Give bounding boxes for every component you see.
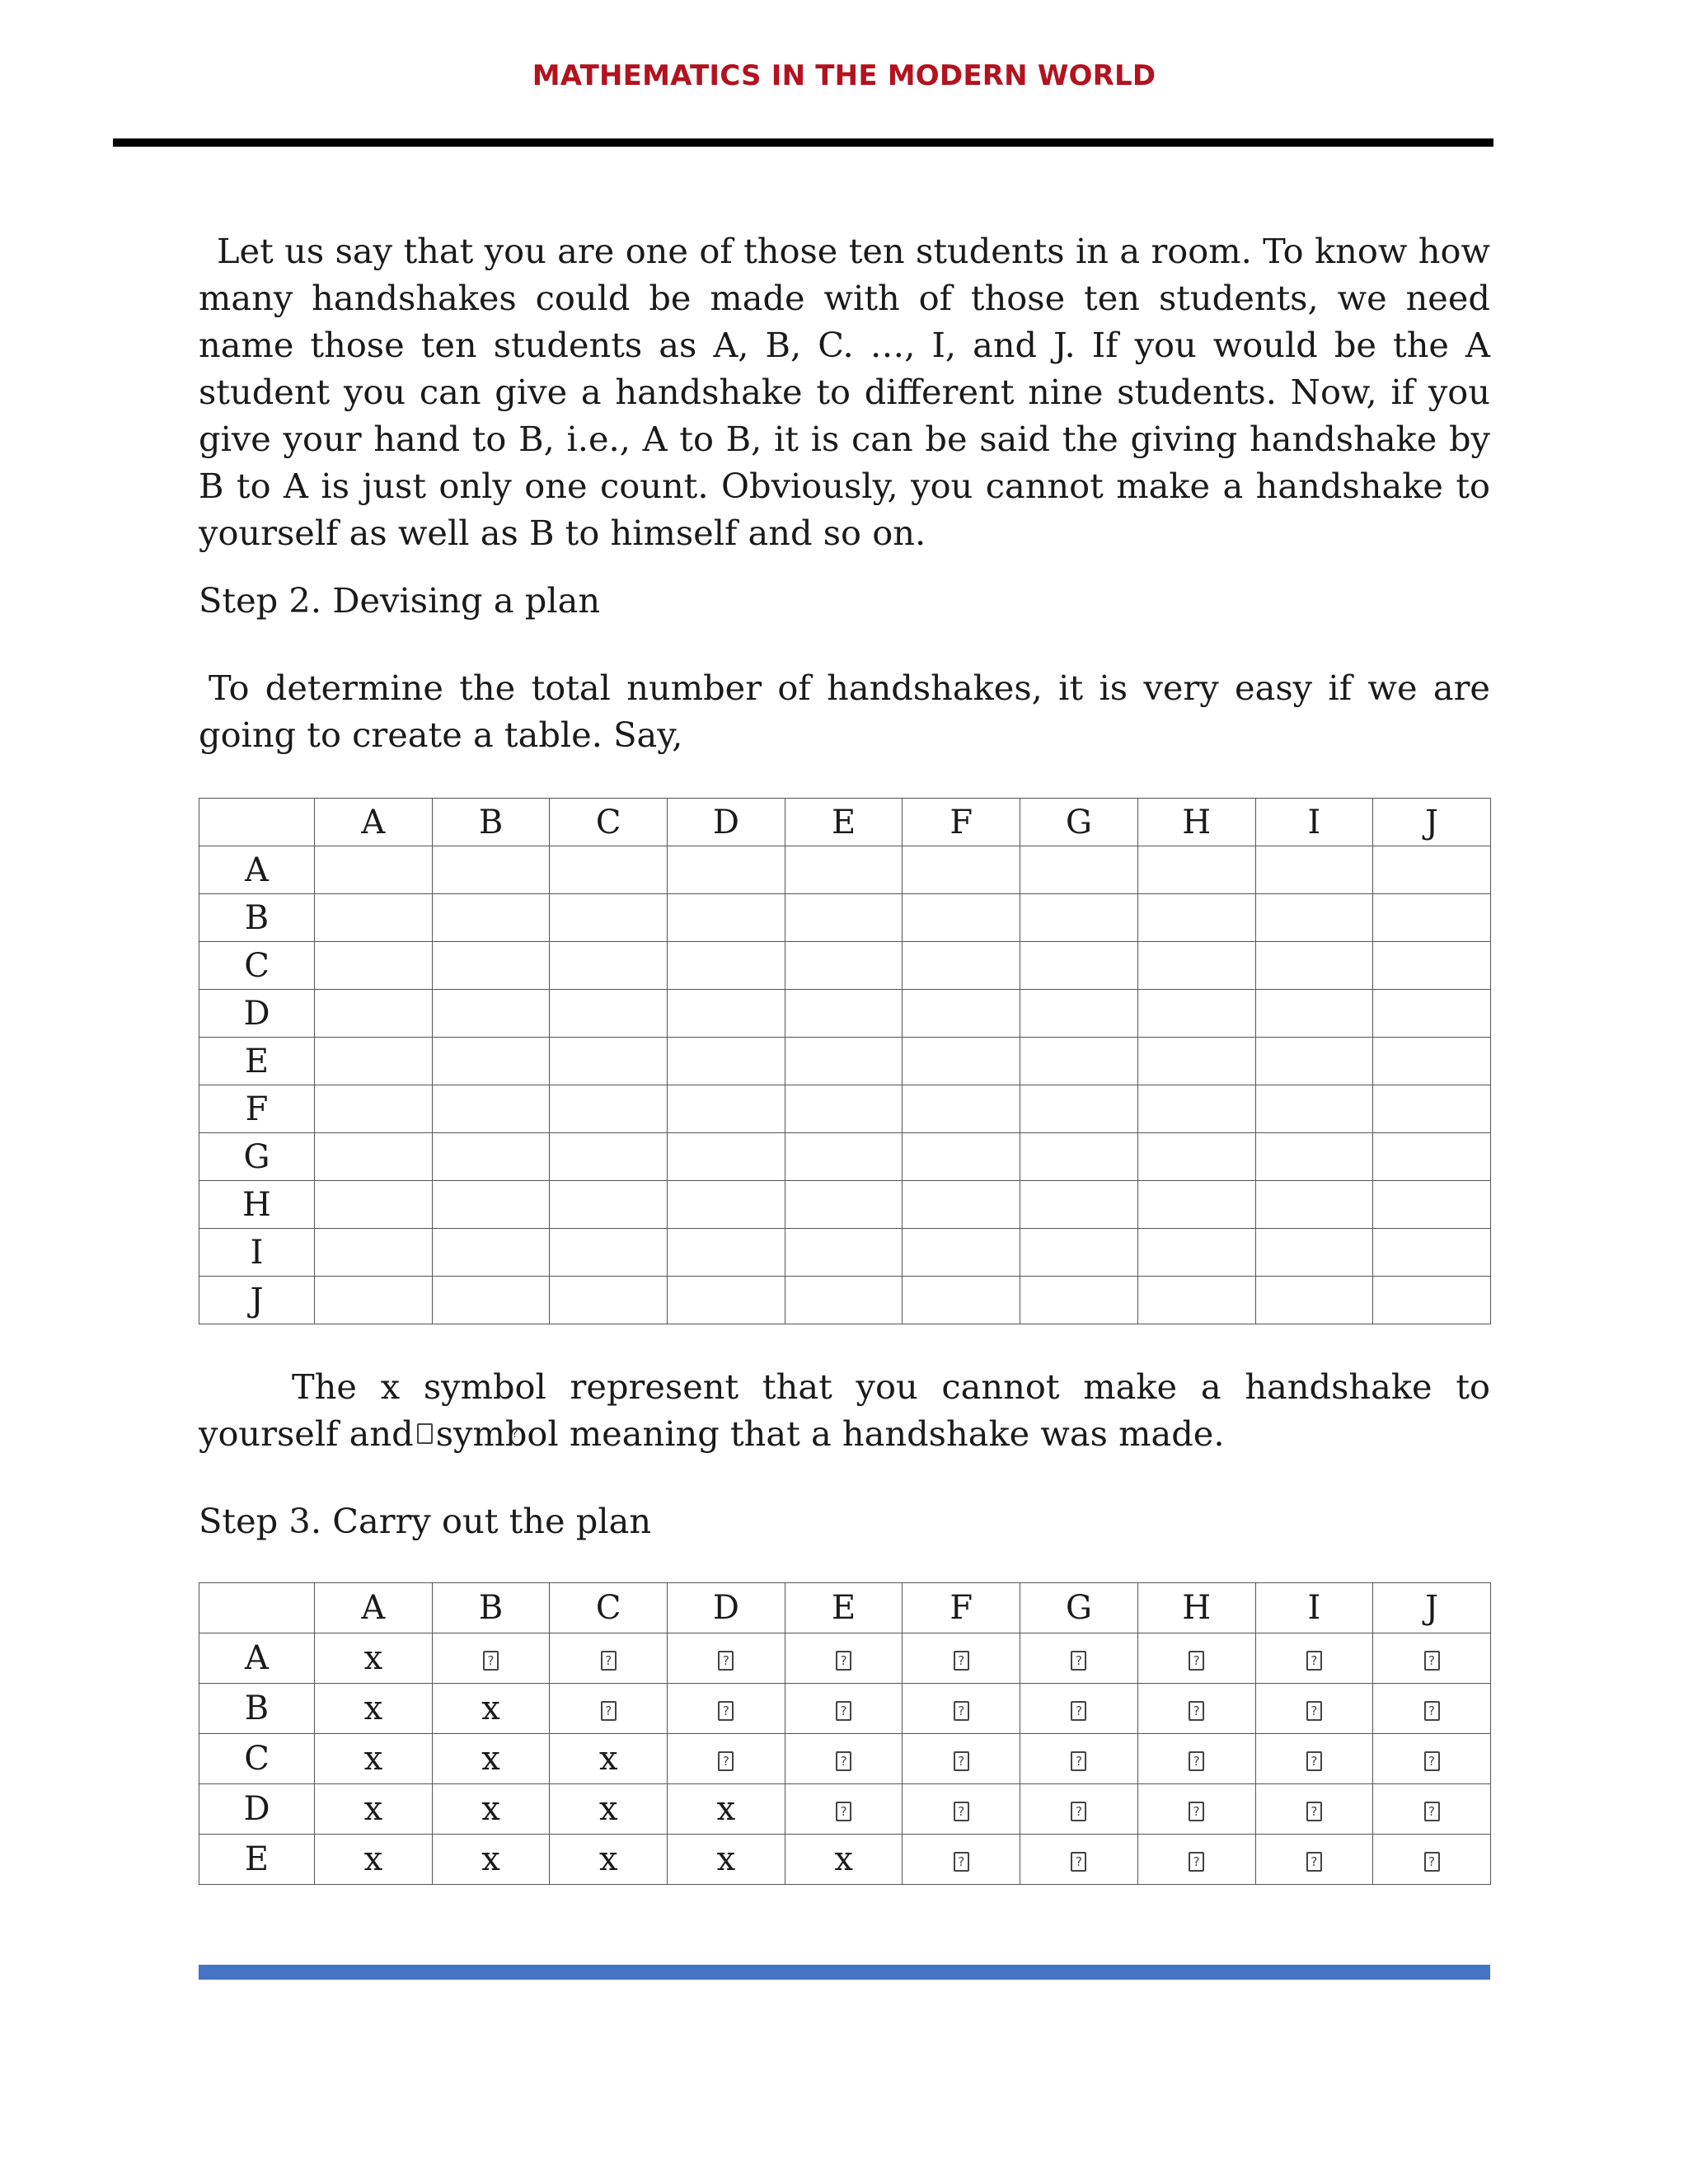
empty-cell (668, 1085, 785, 1133)
checkmark-placeholder-icon (836, 1651, 851, 1671)
empty-cell (1255, 894, 1373, 942)
empty-cell (432, 990, 550, 1038)
empty-cell (1137, 1133, 1255, 1181)
table-row (199, 1633, 1491, 1684)
checkmark-placeholder-icon (1071, 1651, 1086, 1671)
empty-cell (1373, 894, 1491, 942)
header-divider (113, 138, 1493, 147)
checkmark-placeholder-icon (1424, 1852, 1440, 1872)
checkmark-placeholder-icon (1424, 1751, 1440, 1771)
empty-cell (1373, 1133, 1491, 1181)
handshake-cell (1373, 1784, 1491, 1835)
empty-cell (315, 1133, 433, 1181)
handshake-cell (550, 1684, 668, 1734)
empty-cell (550, 1277, 668, 1324)
checkmark-placeholder-icon (417, 1423, 433, 1444)
empty-cell (315, 1277, 433, 1324)
empty-cell (785, 846, 903, 894)
empty-cell (1255, 1181, 1373, 1229)
empty-cell (785, 1085, 903, 1133)
no-handshake-cell: x (550, 1734, 668, 1784)
empty-cell (785, 1229, 903, 1277)
table-row (199, 1684, 1491, 1734)
column-header: J (1373, 1583, 1491, 1633)
table-corner-cell (199, 799, 315, 846)
checkmark-placeholder-icon (1306, 1751, 1322, 1771)
empty-cell (785, 1181, 903, 1229)
handshake-cell (1137, 1684, 1255, 1734)
empty-cell (1373, 1277, 1491, 1324)
empty-cell (903, 990, 1020, 1038)
empty-cell (1020, 1229, 1138, 1277)
handshake-cell (1373, 1734, 1491, 1784)
checkmark-placeholder-icon (836, 1701, 851, 1721)
empty-cell (1020, 894, 1138, 942)
handshake-cell (1255, 1835, 1373, 1885)
checkmark-placeholder-icon (836, 1751, 851, 1771)
handshake-cell (1255, 1633, 1373, 1684)
table-corner-cell (199, 1583, 315, 1633)
handshake-cell (903, 1835, 1020, 1885)
empty-cell (1137, 942, 1255, 990)
empty-cell (668, 942, 785, 990)
handshake-cell (785, 1734, 903, 1784)
empty-cell (315, 1181, 433, 1229)
no-handshake-cell: x (315, 1784, 433, 1835)
empty-cell (550, 990, 668, 1038)
row-header: E (199, 1038, 315, 1085)
no-handshake-cell: x (315, 1835, 433, 1885)
empty-cell (432, 846, 550, 894)
checkmark-placeholder-icon (601, 1701, 617, 1721)
handshake-cell (1255, 1784, 1373, 1835)
no-handshake-cell: x (315, 1684, 433, 1734)
handshake-cell (432, 1633, 550, 1684)
no-handshake-cell: x (315, 1734, 433, 1784)
row-header: G (199, 1133, 315, 1181)
empty-cell (432, 1181, 550, 1229)
checkmark-placeholder-icon (1306, 1651, 1322, 1671)
table-row (199, 1181, 1491, 1229)
handshake-cell (1137, 1734, 1255, 1784)
empty-cell (1373, 1229, 1491, 1277)
intro-paragraph: Let us say that you are one of those ten students in a room. To know how many handshakes could be made with of those ten students, we need name those ten students as A, B, C. …, I, and J. If you would be the A student you can give a handshake to different nine students. Now, if you give your hand to B, i.e., A to B, it is can be said the giving handshake by B to A is just only one count. Obviously, you cannot make a handshake to yourself as well as B to himself and so on. (199, 231, 1490, 553)
empty-cell (315, 894, 433, 942)
column-header: I (1255, 1583, 1373, 1633)
empty-cell (1373, 846, 1491, 894)
table-header-row (199, 799, 1491, 846)
row-header: E (199, 1835, 315, 1885)
empty-cell (432, 1229, 550, 1277)
symbol-note-text-2: symbol meaning that a handshake was made. (435, 1413, 1225, 1454)
checkmark-placeholder-icon (1189, 1802, 1204, 1821)
empty-cell (1020, 1085, 1138, 1133)
no-handshake-cell: x (785, 1835, 903, 1885)
checkmark-placeholder-icon (1424, 1651, 1440, 1671)
column-header: D (668, 799, 785, 846)
handshake-cell (1020, 1633, 1138, 1684)
handshake-cell (1137, 1835, 1255, 1885)
empty-cell (550, 894, 668, 942)
table-row (199, 942, 1491, 990)
handshake-cell (668, 1684, 785, 1734)
column-header: B (432, 1583, 550, 1633)
empty-cell (1255, 1133, 1373, 1181)
checkmark-placeholder-icon (1189, 1852, 1204, 1872)
empty-cell (668, 1181, 785, 1229)
empty-cell (1255, 1229, 1373, 1277)
empty-cell (1137, 1038, 1255, 1085)
empty-cell (1373, 942, 1491, 990)
row-header: B (199, 1684, 315, 1734)
no-handshake-cell: x (315, 1633, 433, 1684)
handshake-cell (1020, 1684, 1138, 1734)
no-handshake-cell: x (432, 1835, 550, 1885)
checkmark-placeholder-icon (1306, 1852, 1322, 1872)
symbol-note-text-1: The x symbol represent that you cannot make a handshake to yourself and (199, 1366, 1490, 1454)
empty-cell (1255, 990, 1373, 1038)
empty-cell (785, 942, 903, 990)
checkmark-placeholder-icon (1189, 1751, 1204, 1771)
empty-cell (1255, 942, 1373, 990)
empty-cell (432, 1277, 550, 1324)
checkmark-placeholder-icon (1189, 1651, 1204, 1671)
table-row (199, 1734, 1491, 1784)
handshake-cell (903, 1784, 1020, 1835)
checkmark-placeholder-icon (1306, 1802, 1322, 1821)
empty-cell (315, 990, 433, 1038)
table-row (199, 990, 1491, 1038)
table-row (199, 1085, 1491, 1133)
column-header: D (668, 1583, 785, 1633)
column-header: J (1373, 799, 1491, 846)
empty-cell (903, 942, 1020, 990)
empty-cell (1020, 1038, 1138, 1085)
empty-cell (432, 942, 550, 990)
checkmark-placeholder-icon (1071, 1701, 1086, 1721)
empty-cell (903, 1038, 1020, 1085)
empty-cell (903, 846, 1020, 894)
empty-cell (1020, 1181, 1138, 1229)
empty-cell (550, 1038, 668, 1085)
no-handshake-cell: x (432, 1684, 550, 1734)
no-handshake-cell: x (668, 1835, 785, 1885)
checkmark-placeholder-icon (601, 1651, 617, 1671)
no-handshake-cell: x (432, 1734, 550, 1784)
row-header: A (199, 846, 315, 894)
table-row (199, 1038, 1491, 1085)
empty-cell (785, 990, 903, 1038)
table-header-row (199, 1583, 1491, 1633)
handshake-cell (1255, 1684, 1373, 1734)
checkmark-placeholder-icon (1189, 1701, 1204, 1721)
row-header: D (199, 1784, 315, 1835)
column-header: C (550, 799, 668, 846)
row-header: H (199, 1181, 315, 1229)
handshake-cell (668, 1734, 785, 1784)
handshake-cell (550, 1633, 668, 1684)
empty-cell (550, 846, 668, 894)
row-header: J (199, 1277, 315, 1324)
empty-cell (668, 846, 785, 894)
handshake-cell (903, 1734, 1020, 1784)
empty-cell (785, 1133, 903, 1181)
column-header: G (1020, 1583, 1138, 1633)
empty-cell (432, 1085, 550, 1133)
empty-cell (1137, 990, 1255, 1038)
handshake-cell (785, 1684, 903, 1734)
empty-cell (785, 1277, 903, 1324)
no-handshake-cell: x (432, 1784, 550, 1835)
empty-cell (668, 1277, 785, 1324)
empty-cell (1020, 942, 1138, 990)
checkmark-placeholder-icon (954, 1651, 969, 1671)
handshake-cell (785, 1784, 903, 1835)
checkmark-placeholder-icon (836, 1802, 851, 1821)
column-header: H (1137, 1583, 1255, 1633)
empty-cell (1255, 846, 1373, 894)
handshake-cell (1373, 1835, 1491, 1885)
handshake-cell (668, 1633, 785, 1684)
empty-cell (1373, 1181, 1491, 1229)
row-header: A (199, 1633, 315, 1684)
symbol-note-paragraph (199, 1363, 1490, 1457)
empty-cell (668, 894, 785, 942)
table-row (199, 1784, 1491, 1835)
empty-cell (903, 1229, 1020, 1277)
empty-cell (903, 1085, 1020, 1133)
table-row (199, 846, 1491, 894)
row-header: D (199, 990, 315, 1038)
empty-cell (1137, 1277, 1255, 1324)
document-body (199, 227, 1490, 1885)
empty-cell (1020, 1133, 1138, 1181)
empty-cell (315, 1229, 433, 1277)
empty-cell (315, 1085, 433, 1133)
handshake-cell (1020, 1835, 1138, 1885)
handshake-cell (1255, 1734, 1373, 1784)
step2-paragraph: To determine the total number of handshakes, it is very easy if we are going to create a table. Say, (199, 668, 1490, 755)
empty-cell (1137, 894, 1255, 942)
empty-cell (668, 1229, 785, 1277)
empty-cell (785, 894, 903, 942)
checkmark-placeholder-icon (954, 1751, 969, 1771)
column-header: B (432, 799, 550, 846)
empty-cell (1373, 990, 1491, 1038)
empty-cell (550, 1085, 668, 1133)
column-header: C (550, 1583, 668, 1633)
no-handshake-cell: x (550, 1835, 668, 1885)
empty-cell (1255, 1038, 1373, 1085)
page-header-title: MATHEMATICS IN THE MODERN WORLD (532, 59, 1156, 92)
checkmark-placeholder-icon (718, 1701, 734, 1721)
column-header: E (785, 1583, 903, 1633)
empty-cell (550, 1229, 668, 1277)
empty-cell (432, 894, 550, 942)
empty-cell (550, 942, 668, 990)
table-row (199, 1133, 1491, 1181)
checkmark-placeholder-icon (1071, 1852, 1086, 1872)
empty-cell (903, 894, 1020, 942)
table-row (199, 1835, 1491, 1885)
empty-cell (315, 942, 433, 990)
checkmark-placeholder-icon (954, 1701, 969, 1721)
empty-cell (1137, 1229, 1255, 1277)
checkmark-placeholder-icon (1071, 1802, 1086, 1821)
step2-heading: Step 2. Devising a plan (199, 580, 601, 621)
checkmark-placeholder-icon (1424, 1802, 1440, 1821)
checkmark-placeholder-icon (718, 1651, 734, 1671)
column-header: F (903, 1583, 1020, 1633)
empty-cell (550, 1133, 668, 1181)
checkmark-placeholder-icon (1071, 1751, 1086, 1771)
column-header: I (1255, 799, 1373, 846)
handshake-cell (1137, 1633, 1255, 1684)
empty-cell (1255, 1277, 1373, 1324)
table-row (199, 894, 1491, 942)
empty-cell (1137, 846, 1255, 894)
empty-cell (1020, 846, 1138, 894)
no-handshake-cell: x (668, 1784, 785, 1835)
empty-handshake-table (199, 798, 1491, 1324)
row-header: C (199, 942, 315, 990)
empty-cell (668, 1133, 785, 1181)
empty-cell (550, 1181, 668, 1229)
empty-cell (903, 1181, 1020, 1229)
row-header: B (199, 894, 315, 942)
handshake-cell (1020, 1734, 1138, 1784)
column-header: F (903, 799, 1020, 846)
table-row (199, 1229, 1491, 1277)
handshake-cell (1020, 1784, 1138, 1835)
checkmark-placeholder-icon (954, 1802, 969, 1821)
table-row (199, 1277, 1491, 1324)
row-header: I (199, 1229, 315, 1277)
empty-cell (1020, 1277, 1138, 1324)
empty-cell (315, 1038, 433, 1085)
empty-cell (903, 1133, 1020, 1181)
empty-cell (668, 990, 785, 1038)
footer-divider (199, 1965, 1490, 1980)
empty-cell (668, 1038, 785, 1085)
filled-handshake-table (199, 1582, 1491, 1885)
empty-cell (1020, 990, 1138, 1038)
no-handshake-cell: x (550, 1784, 668, 1835)
checkmark-placeholder-icon (483, 1651, 499, 1671)
handshake-cell (1137, 1784, 1255, 1835)
handshake-cell (785, 1633, 903, 1684)
step3-heading: Step 3. Carry out the plan (199, 1501, 652, 1541)
handshake-cell (1373, 1684, 1491, 1734)
handshake-cell (1373, 1633, 1491, 1684)
checkmark-placeholder-icon (954, 1852, 969, 1872)
column-header: E (785, 799, 903, 846)
column-header: G (1020, 799, 1138, 846)
empty-cell (1373, 1038, 1491, 1085)
empty-cell (432, 1133, 550, 1181)
handshake-cell (903, 1684, 1020, 1734)
row-header: C (199, 1734, 315, 1784)
column-header: A (315, 799, 433, 846)
empty-cell (1137, 1085, 1255, 1133)
empty-cell (315, 846, 433, 894)
checkmark-placeholder-icon (1424, 1701, 1440, 1721)
checkmark-placeholder-icon (718, 1751, 734, 1771)
column-header: A (315, 1583, 433, 1633)
column-header: H (1137, 799, 1255, 846)
empty-cell (1137, 1181, 1255, 1229)
checkmark-placeholder-icon (1306, 1701, 1322, 1721)
row-header: F (199, 1085, 315, 1133)
empty-cell (432, 1038, 550, 1085)
empty-cell (903, 1277, 1020, 1324)
empty-cell (1255, 1085, 1373, 1133)
empty-cell (785, 1038, 903, 1085)
empty-cell (1373, 1085, 1491, 1133)
handshake-cell (903, 1633, 1020, 1684)
